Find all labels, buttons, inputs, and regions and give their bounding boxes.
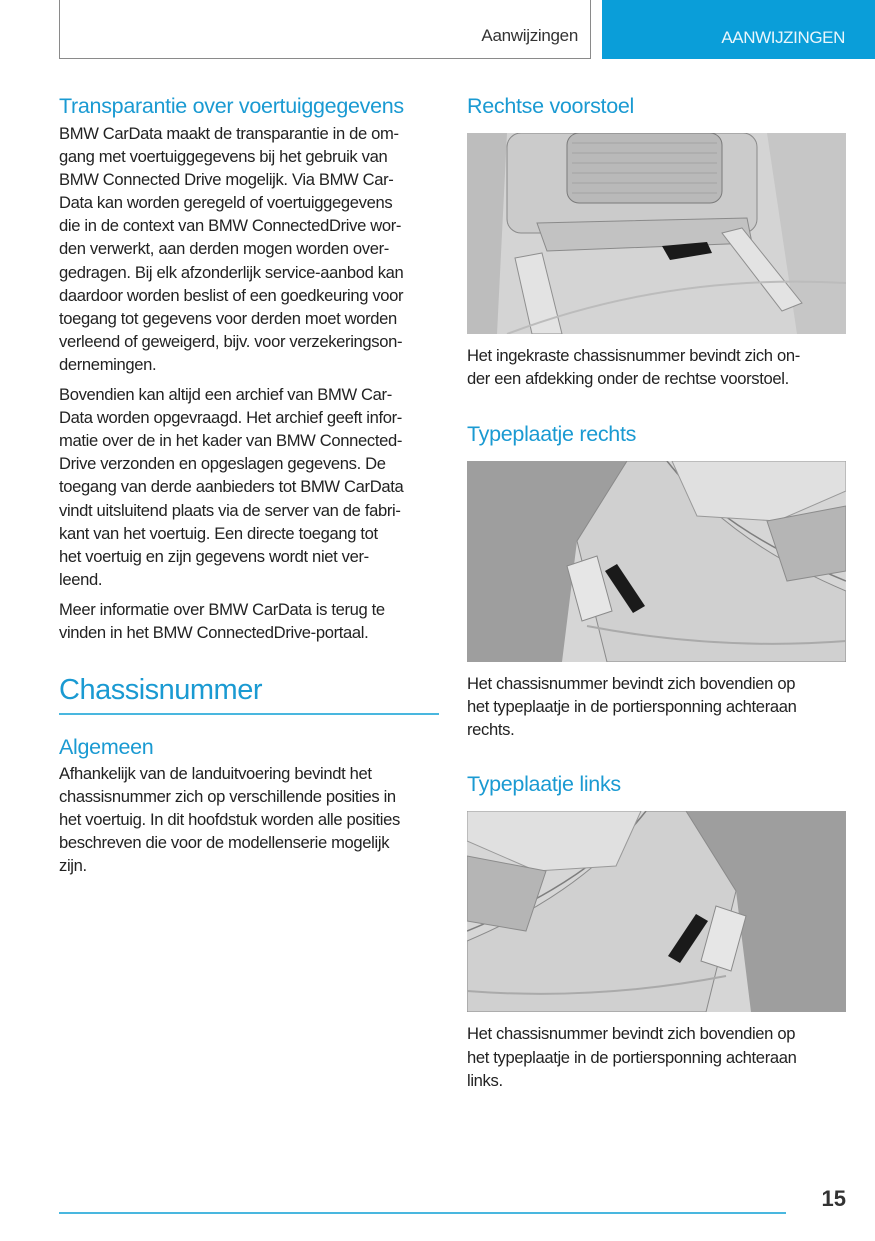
transparency-paragraph-2: [59, 383, 439, 591]
text-line: beschreven die voor de modellenserie mogelijk: [59, 833, 390, 853]
text-line: zijn.: [59, 856, 87, 876]
text-line: den verwerkt, aan derden mogen worden over-: [59, 239, 389, 259]
section-tab: [602, 0, 875, 59]
text-line: der een afdekking onder de rechtse voorstoel.: [467, 369, 789, 389]
text-line: rechts.: [467, 720, 515, 740]
text-line: toegang tot gegevens voor derden moet worden: [59, 308, 397, 328]
text-line: Data kan worden geregeld of voertuiggegevens: [59, 193, 393, 213]
chassis-heading: Chassisnummer: [59, 674, 262, 707]
transparency-paragraph-3: [59, 598, 439, 644]
text-line: daardoor worden beslist of een goedkeuring voor: [59, 285, 404, 305]
type-plate-right-illustration: [467, 461, 846, 662]
text-line: chassisnummer zich op verschillende posities in: [59, 787, 396, 807]
text-line: leend.: [59, 569, 103, 589]
right-front-seat-caption: [467, 344, 847, 390]
text-line: Afhankelijk van de landuitvoering bevindt het: [59, 764, 372, 784]
running-header: [59, 0, 591, 59]
text-line: die in de context van BMW ConnectedDrive wor-: [59, 216, 402, 236]
text-line: Het chassisnummer bevindt zich bovendien op: [467, 1024, 796, 1044]
text-line: Data worden opgevraagd. Het archief geeft infor-: [59, 408, 402, 428]
text-line: het typeplaatje in de portiersponning achteraan: [467, 697, 797, 717]
text-line: gang met voertuiggegevens bij het gebruik van: [59, 147, 388, 167]
general-paragraph: [59, 762, 439, 877]
running-title: Aanwijzingen: [481, 26, 578, 45]
transparency-paragraph-1: [59, 122, 439, 376]
text-line: het voertuig. In dit hoofdstuk worden alle posities: [59, 810, 400, 830]
type-plate-left-caption: [467, 1022, 847, 1091]
right-column: [467, 94, 847, 1092]
page-number: 15: [821, 1186, 846, 1211]
transparency-heading: Transparantie over voertuiggegevens: [59, 94, 404, 118]
left-column: [59, 94, 439, 878]
text-line: het typeplaatje in de portiersponning achteraan: [467, 1047, 797, 1067]
right-front-seat-heading: Rechtse voorstoel: [467, 94, 634, 118]
text-line: het voertuig en zijn gegevens wordt niet ver-: [59, 546, 369, 566]
text-line: matie over de in het kader van BMW Connected-: [59, 431, 403, 451]
text-line: toegang van derde aanbieders tot BMW CarData: [59, 477, 404, 497]
type-plate-left-heading: Typeplaatje links: [467, 772, 621, 797]
text-line: BMW Connected Drive mogelijk. Via BMW Car-: [59, 170, 394, 190]
type-plate-right-caption: [467, 672, 847, 741]
text-line: kant van het voertuig. Een directe toegang tot: [59, 523, 378, 543]
type-plate-right-heading: Typeplaatje rechts: [467, 422, 637, 447]
text-line: links.: [467, 1070, 503, 1090]
footer-rule: [59, 1212, 786, 1214]
text-line: BMW CarData maakt de transparantie in de om-: [59, 124, 399, 143]
text-line: Het ingekraste chassisnummer bevindt zich on-: [467, 346, 800, 365]
text-line: Het chassisnummer bevindt zich bovendien op: [467, 674, 796, 694]
text-line: Bovendien kan altijd een archief van BMW Car-: [59, 385, 392, 405]
right-front-seat-illustration: [467, 133, 846, 334]
text-line: vinden in het BMW ConnectedDrive-portaal.: [59, 622, 369, 642]
general-subheading: Algemeen: [59, 735, 154, 760]
type-plate-left-illustration: [467, 811, 846, 1012]
section-tab-label: AANWIJZINGEN: [721, 28, 845, 47]
text-line: verleend of geweigerd, bijv. voor verzekeringson-: [59, 331, 403, 351]
text-line: dernemingen.: [59, 354, 157, 374]
text-line: Meer informatie over BMW CarData is terug te: [59, 599, 385, 619]
text-line: gedragen. Bij elk afzonderlijk service-aanbod kan: [59, 262, 404, 282]
text-line: Drive verzonden en opgeslagen gegevens. De: [59, 454, 386, 474]
text-line: vindt uitsluitend plaats via de server van de fabri-: [59, 500, 401, 520]
